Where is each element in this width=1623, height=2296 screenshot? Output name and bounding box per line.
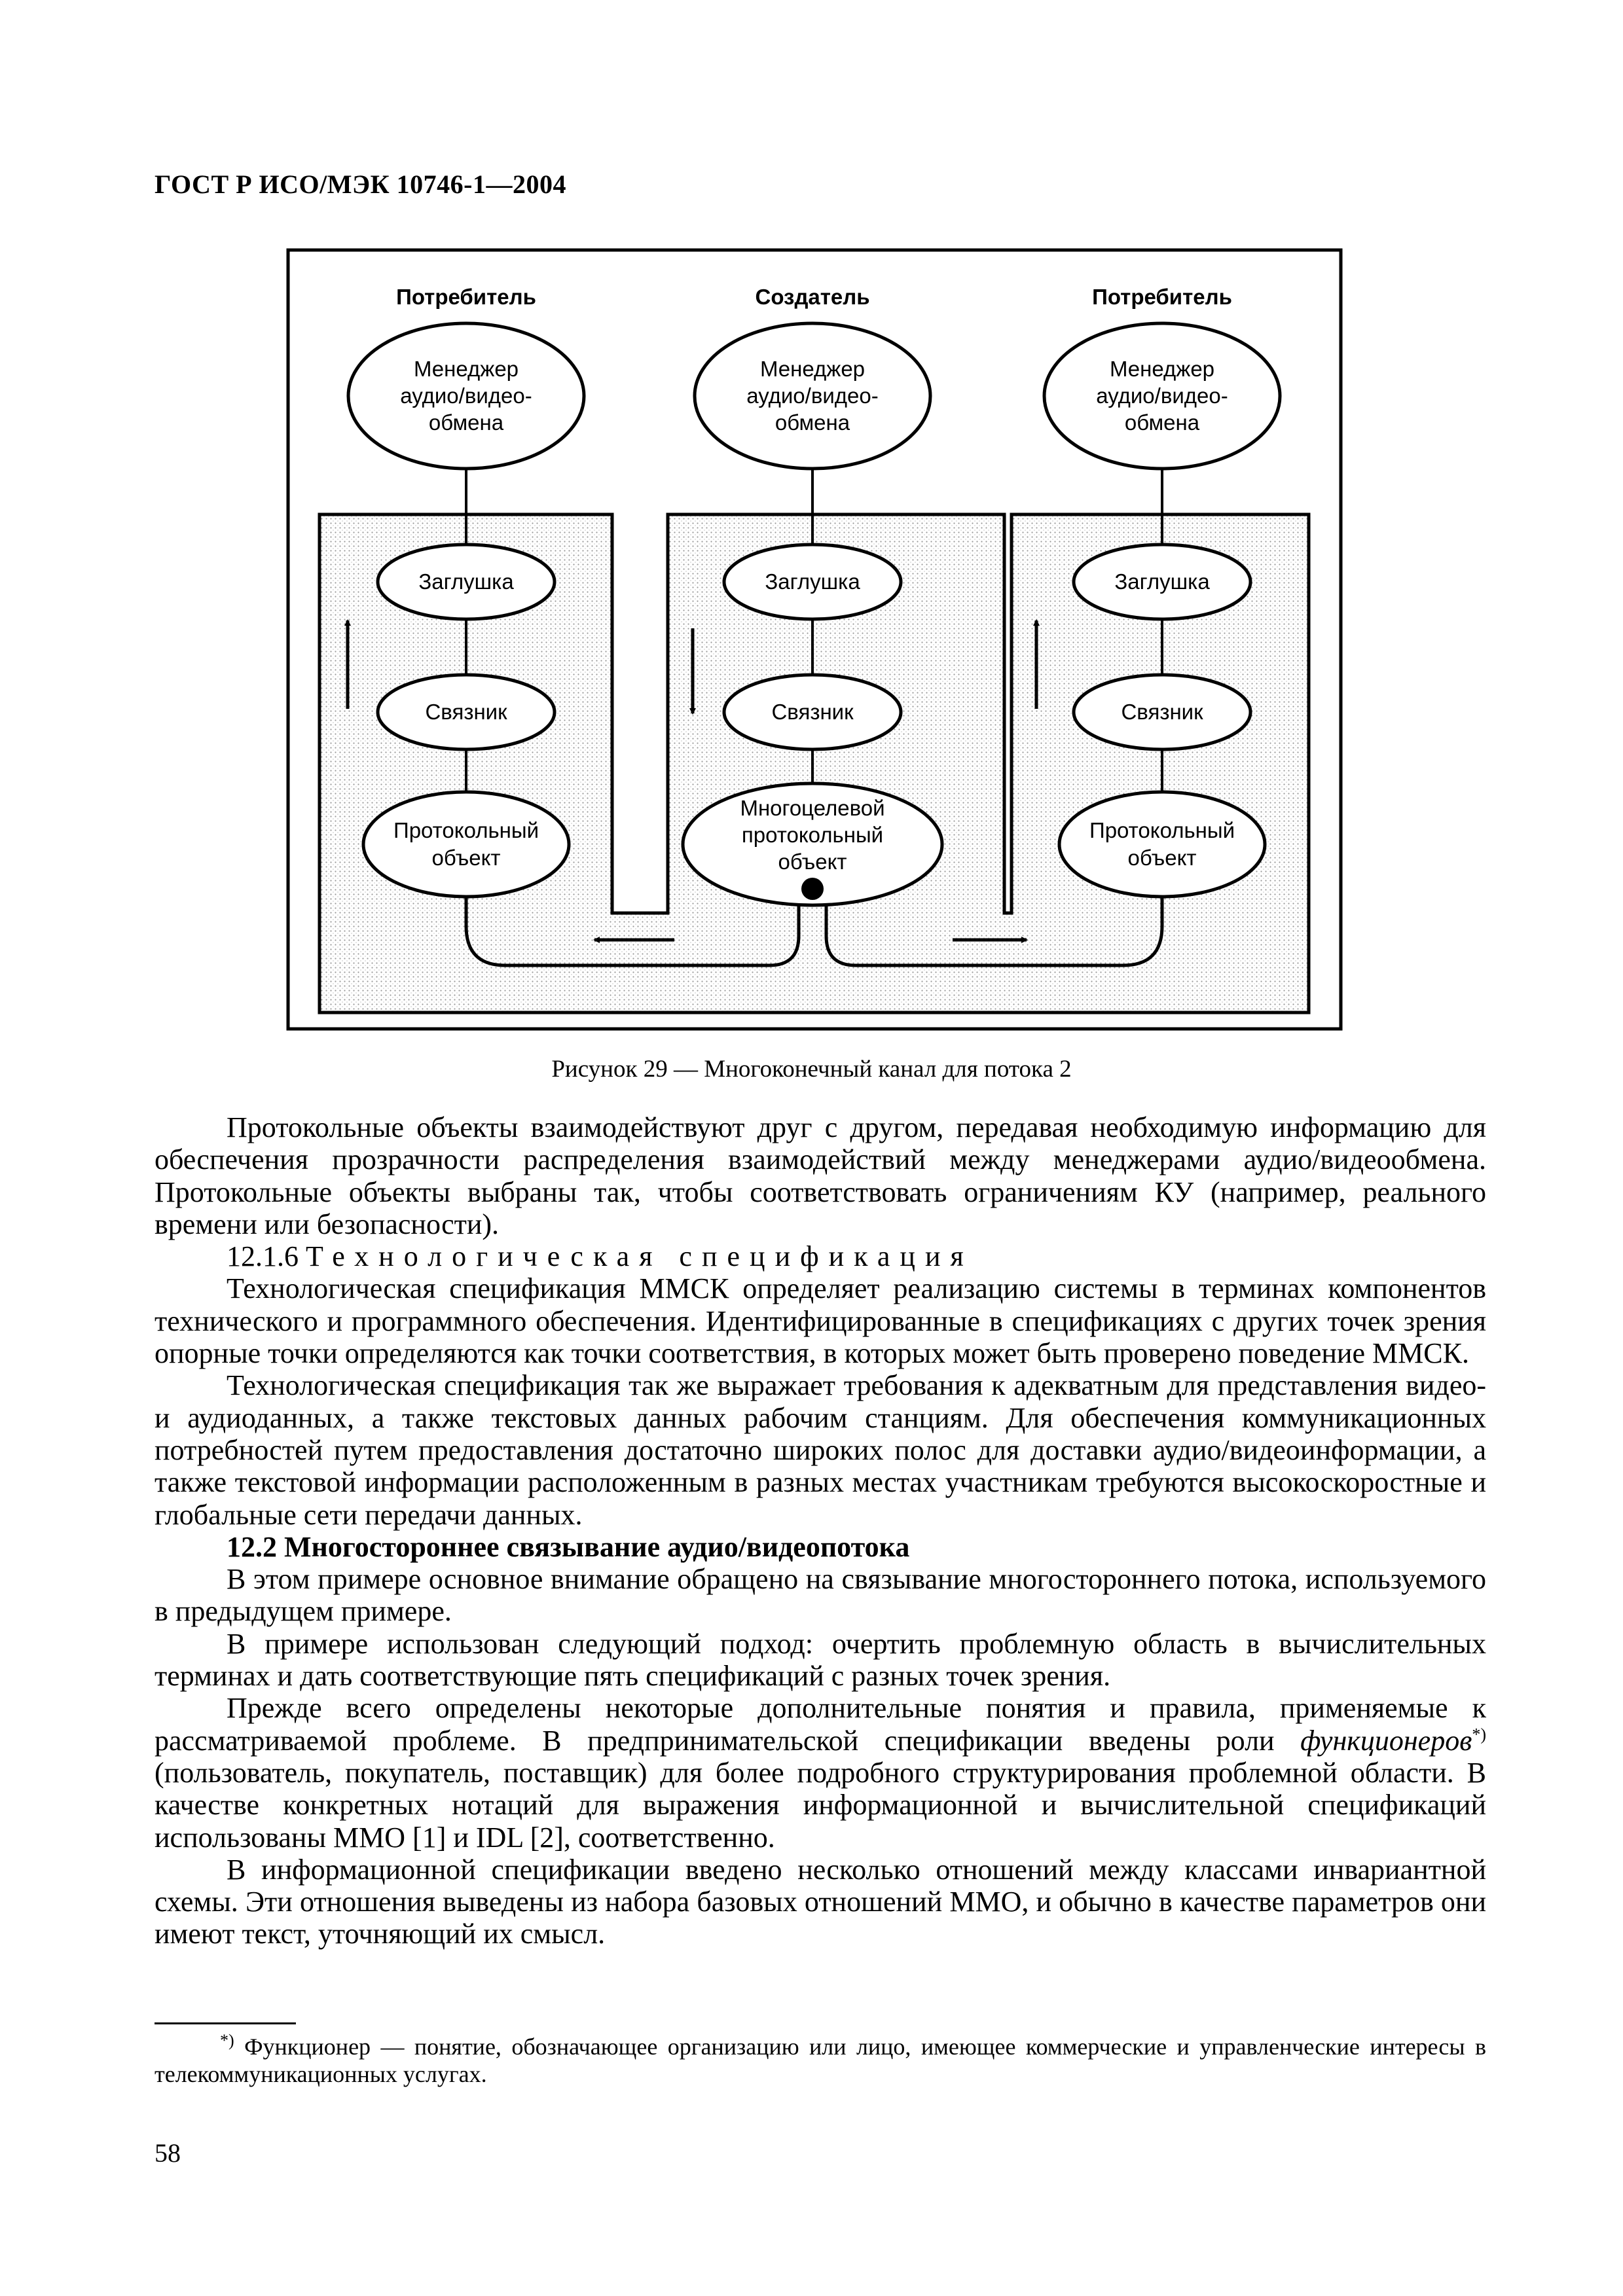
- paragraph: Протокольные объекты взаимодействуют друг с другом, передавая необходимую информацию для обеспечения прозрачности распределения взаимодействий между менеджерами аудио/видеообмена. Протокольные объекты выбраны так, чтобы соответствовать ограничениям КУ (например, реального времени или безопасности).: [155, 1111, 1486, 1240]
- svg-text:объект: объект: [778, 850, 847, 874]
- footnote-text: Функционер — понятие, обозначающее организацию или лицо, имеющее коммерческие и управленческие интересы в телекоммуникационных услугах.: [155, 2034, 1486, 2087]
- emphasized-term: функционеров: [1300, 1724, 1472, 1757]
- body-text: [155, 1111, 1486, 1950]
- subsection-heading: [155, 1240, 1486, 1272]
- svg-text:аудио/видео-: аудио/видео-: [1096, 384, 1228, 408]
- protocol-object-left: [363, 792, 569, 897]
- stub-right: [1074, 545, 1250, 619]
- svg-text:Протокольный: Протокольный: [393, 818, 539, 842]
- svg-text:протокольный: протокольный: [741, 823, 884, 847]
- footnote-mark: *): [220, 2031, 234, 2050]
- svg-text:аудио/видео-: аудио/видео-: [746, 384, 879, 408]
- svg-text:Менеджер: Менеджер: [759, 357, 866, 381]
- svg-text:Заглушка: Заглушка: [418, 569, 514, 594]
- multicast-junction-dot: [801, 878, 824, 900]
- svg-text:Менеджер: Менеджер: [413, 357, 519, 381]
- svg-text:Протокольный: Протокольный: [1089, 818, 1235, 842]
- svg-text:обмена: обмена: [428, 410, 504, 435]
- paragraph: В информационной спецификации введено несколько отношений между классами инвариантной схемы. Эти отношения выведены из набора базовых отношений ММО, и обычно в качестве параметров они имеют текст, уточняющий их смысл.: [155, 1853, 1486, 1950]
- role-title-left: Потребитель: [396, 285, 536, 309]
- role-title-right: Потребитель: [1092, 285, 1232, 309]
- binder-center: [724, 675, 901, 749]
- page-number: 58: [155, 2138, 181, 2168]
- binder-left: [378, 675, 555, 749]
- svg-text:объект: объект: [1127, 846, 1197, 870]
- paragraph-text: (пользователь, покупатель, поставщик) для более подробного структурирования проблемной области. В качестве конкретных нотаций для выражения информационной и вычислительной спецификаций использованы ММО [1] и IDL [2], соответственно.: [155, 1756, 1486, 1854]
- stub-center: [724, 545, 901, 619]
- paragraph: [155, 1692, 1486, 1853]
- paragraph: Технологическая спецификация так же выражает требования к адекватным для представления видео- и аудиоданных, а также текстовых данных рабочим станциям. Для обеспечения коммуникационных потребностей путем предоставления достаточно широких полос для доставки аудио/видеоинформации, а также текстовой информации расположенным в разных местах участникам требуются высокоскоростные и глобальные сети передачи данных.: [155, 1369, 1486, 1531]
- svg-text:Менеджер: Менеджер: [1109, 357, 1215, 381]
- document-header: ГОСТ Р ИСО/МЭК 10746-1—2004: [155, 170, 566, 199]
- svg-text:аудио/видео-: аудио/видео-: [400, 384, 532, 408]
- svg-text:Заглушка: Заглушка: [1114, 569, 1210, 594]
- svg-text:обмена: обмена: [775, 410, 850, 435]
- footnote-separator: [155, 2022, 296, 2024]
- footnote-reference: *): [1472, 1724, 1486, 1744]
- svg-text:Связник: Связник: [425, 700, 507, 724]
- svg-text:обмена: обмена: [1124, 410, 1200, 435]
- svg-text:Связник: Связник: [1121, 700, 1203, 724]
- footnote: [155, 2033, 1486, 2088]
- binder-right: [1074, 675, 1250, 749]
- svg-text:объект: объект: [431, 846, 501, 870]
- role-title-center: Создатель: [755, 285, 870, 309]
- figure-caption: Рисунок 29 — Многоконечный канал для потока 2: [551, 1056, 1072, 1083]
- stub-left: [378, 545, 555, 619]
- paragraph: В примере использован следующий подход: очертить проблемную область в вычислительных терминах и дать соответствующие пять спецификаций с разных точек зрения.: [155, 1627, 1486, 1693]
- svg-text:Заглушка: Заглушка: [765, 569, 860, 594]
- paragraph: В этом примере основное внимание обращено на связывание многостороннего потока, используемого в предыдущем примере.: [155, 1563, 1486, 1628]
- figure-29-diagram: [0, 0, 1623, 1113]
- paragraph-text: Прежде всего определены некоторые дополнительные понятия и правила, применяемые к рассматриваемой проблеме. В предпринимательской спецификации введены роли: [155, 1692, 1486, 1757]
- subsection-title: Технологическая спецификация: [306, 1240, 974, 1273]
- svg-text:Связник: Связник: [771, 700, 854, 724]
- paragraph: Технологическая спецификация ММСК определяет реализацию системы в терминах компонентов технического и программного обеспечения. Идентифицированные в спецификациях с других точек зрения опорные точки определяются как точки соответствия, в которых может быть проверено поведение ММСК.: [155, 1272, 1486, 1370]
- svg-text:Многоцелевой: Многоцелевой: [740, 796, 885, 820]
- av-manager-left: [348, 323, 584, 469]
- av-manager-center: [695, 323, 930, 469]
- subsection-number: 12.1.6: [227, 1240, 299, 1273]
- section-heading: 12.2 Многостороннее связывание аудио/видеопотока: [227, 1530, 910, 1563]
- av-manager-right: [1044, 323, 1280, 469]
- protocol-object-right: [1059, 792, 1265, 897]
